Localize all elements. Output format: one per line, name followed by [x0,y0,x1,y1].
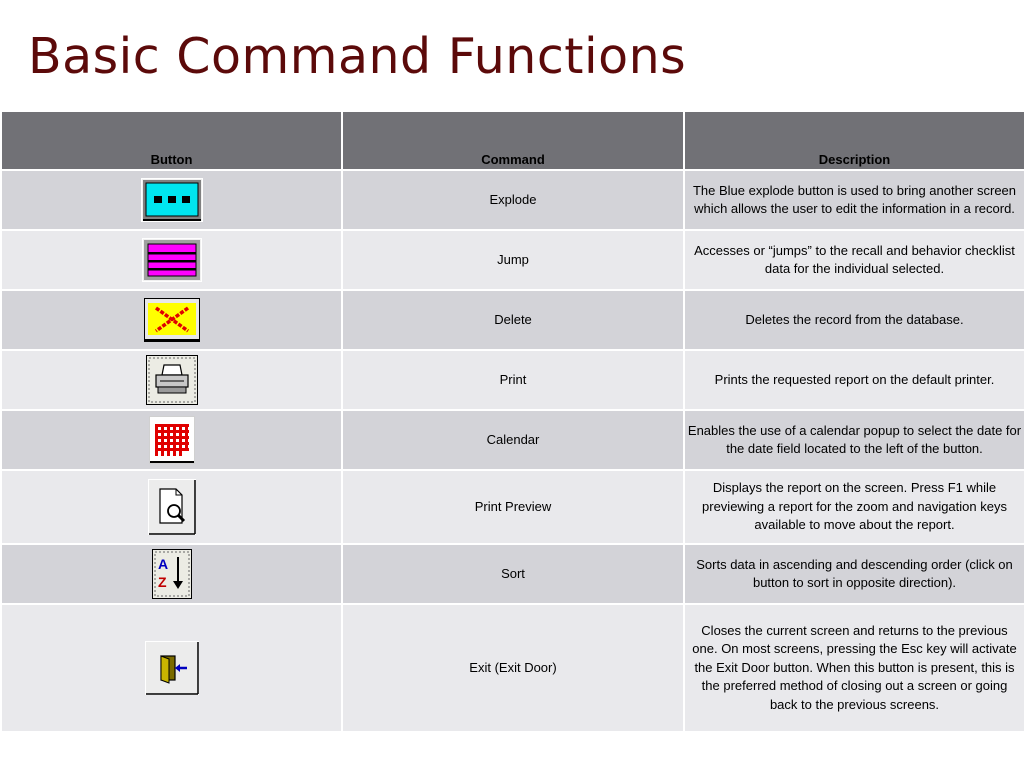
table-row [1,290,1024,350]
table-row [1,604,1024,732]
button-cell [1,470,342,544]
table-row [1,470,1024,544]
command-cell: Explode [342,170,684,230]
description-cell: Accesses or “jumps” to the recall and behavior checklist data for the individual selected. [684,230,1024,290]
header-command: Command [342,111,684,170]
command-cell: Print [342,350,684,410]
button-cell [1,544,342,604]
table-row [1,170,1024,230]
command-cell: Sort [342,544,684,604]
button-cell [1,410,342,470]
button-cell [1,170,342,230]
description-cell: Prints the requested report on the default printer. [684,350,1024,410]
page-title: Basic Command Functions [28,28,687,85]
command-cell: Jump [342,230,684,290]
button-cell [1,230,342,290]
button-cell [1,350,342,410]
description-cell: Enables the use of a calendar popup to select the date for the date field located to the left of the button. [684,410,1024,470]
description-cell: Deletes the record from the database. [684,290,1024,350]
table-row [1,544,1024,604]
svg-text:A: A [157,556,168,572]
table-row [1,230,1024,290]
exit-door-icon[interactable] [145,641,199,695]
table-row [1,350,1024,410]
header-button: Button [1,111,342,170]
description-cell: The Blue explode button is used to bring another screen which allows the user to edit the information in a record. [684,170,1024,230]
jump-button-icon[interactable] [142,238,202,282]
description-cell: Sorts data in ascending and descending order (click on button to sort in opposite direction). [684,544,1024,604]
sort-az-icon[interactable] [152,549,192,599]
delete-button-icon[interactable] [144,298,200,342]
printer-icon[interactable] [146,355,198,405]
header-description: Description [684,111,1024,170]
table-header-row [1,111,1024,170]
description-cell: Closes the current screen and returns to the previous one. On most screens, pressing the Esc key will activate the Exit Door button. When this button is present, this is the preferred method of closing out a screen or going back to the previous screens. [684,604,1024,732]
description-cell: Displays the report on the screen. Press F1 while previewing a report for the zoom and navigation keys available to move about the report. [684,470,1024,544]
command-cell: Exit (Exit Door) [342,604,684,732]
button-cell [1,290,342,350]
command-cell: Calendar [342,410,684,470]
button-cell [1,604,342,732]
table-row [1,410,1024,470]
command-cell: Delete [342,290,684,350]
explode-button-icon[interactable] [141,178,203,222]
print-preview-icon[interactable] [148,479,196,535]
command-cell: Print Preview [342,470,684,544]
calendar-icon[interactable] [149,416,195,464]
svg-text:Z: Z [157,574,167,590]
command-table [0,110,1024,733]
